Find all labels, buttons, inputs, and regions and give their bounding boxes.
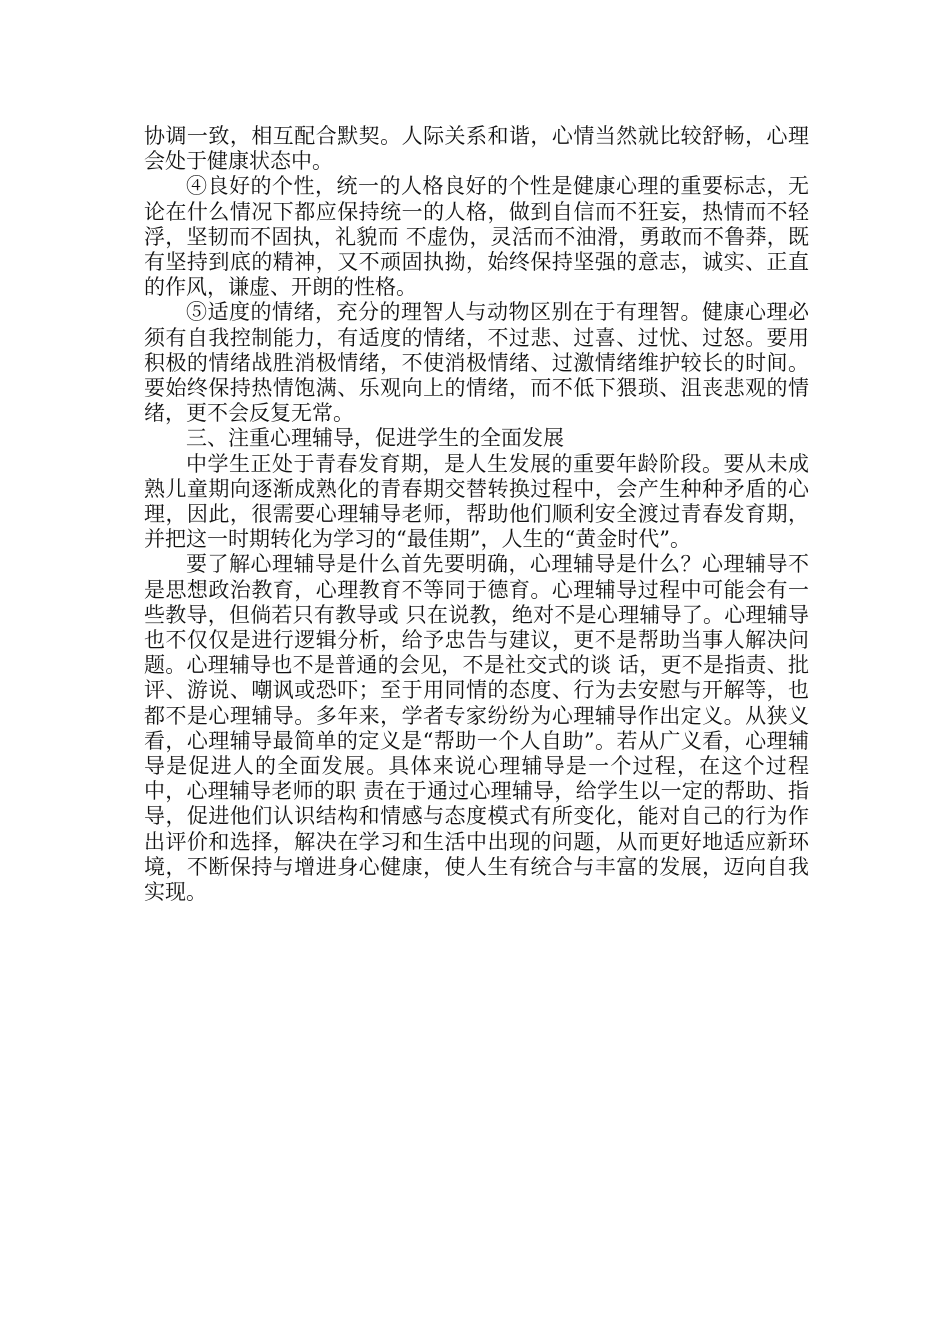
paragraph-emotion: ⑤适度的情绪，充分的理智人与动物区别在于有理智。健康心理必须有自我控制能力，有适度的情绪，不过悲、过喜、过忧、过怒。要用积极的情绪战胜消极情绪，不使消极情绪、过激情绪维护较长的时间。要始终保持热情饱满、乐观向上的情绪，而不低下猥琐、沮丧悲观的情绪，更不会反复无常。 (144, 300, 809, 426)
paragraph-adolescence: 中学生正处于青春发育期，是人生发展的重要年龄阶段。要从未成熟儿童期向逐渐成熟化的青春期交替转换过程中，会产生种种矛盾的心理，因此，很需要心理辅导老师，帮助他们顺利安全渡过青春发育期，并把这一时期转化为学习的“最佳期”，人生的“黄金时代”。 (144, 451, 809, 552)
paragraph-counseling-definition: 要了解心理辅导是什么首先要明确，心理辅导是什么？心理辅导不是思想政治教育，心理教育不等同于德育。心理辅导过程中可能会有一些教导，但倘若只有教导或 只在说教，绝对不是心理辅导了。心理辅导也不仅仅是进行逻辑分析，给予忠告与建议，更不是帮助当事人解决问题。心理辅导也不是普通的会见，不是社交式的谈 话，更不是指责、批评、游说、嘲讽或恐吓；至于用同情的态度、行为去安慰与开解等，也都不是心理辅导。多年来，学者专家纷纷为心理辅导作出定义。从狭义 看，心理辅导最简单的定义是“帮助一个人自助”。若从广义看，心理辅导是促进人的全面发展。具体来说心理辅导是一个过程，在这个过程中，心理辅导老师的职 责在于通过心理辅导，给学生以一定的帮助、指导，促进他们认识结构和情感与态度模式有所变化，能对自己的行为作出评价和选择，解决在学习和生活中出现的问题，从而更好地适应新环境，不断保持与增进身心健康，使人生有统合与丰富的发展，迈向自我实现。 (144, 552, 809, 905)
section-heading: 三、注重心理辅导，促进学生的全面发展 (186, 426, 564, 451)
document-body (144, 124, 809, 905)
paragraph-continuation: 协调一致，相互配合默契。人际关系和谐，心情当然就比较舒畅，心理会处于健康状态中。 (144, 124, 809, 174)
paragraph-personality: ④良好的个性，统一的人格良好的个性是健康心理的重要标志，无论在什么情况下都应保持统一的人格，做到自信而不狂妄，热情而不轻浮，坚韧而不固执，礼貌而 不虚伪，灵活而不油滑，勇敢而不鲁莽，既有坚持到底的精神，又不顽固执拗，始终保持坚强的意志，诚实、正直的作风，谦虚、开朗的性格。 (144, 174, 809, 300)
